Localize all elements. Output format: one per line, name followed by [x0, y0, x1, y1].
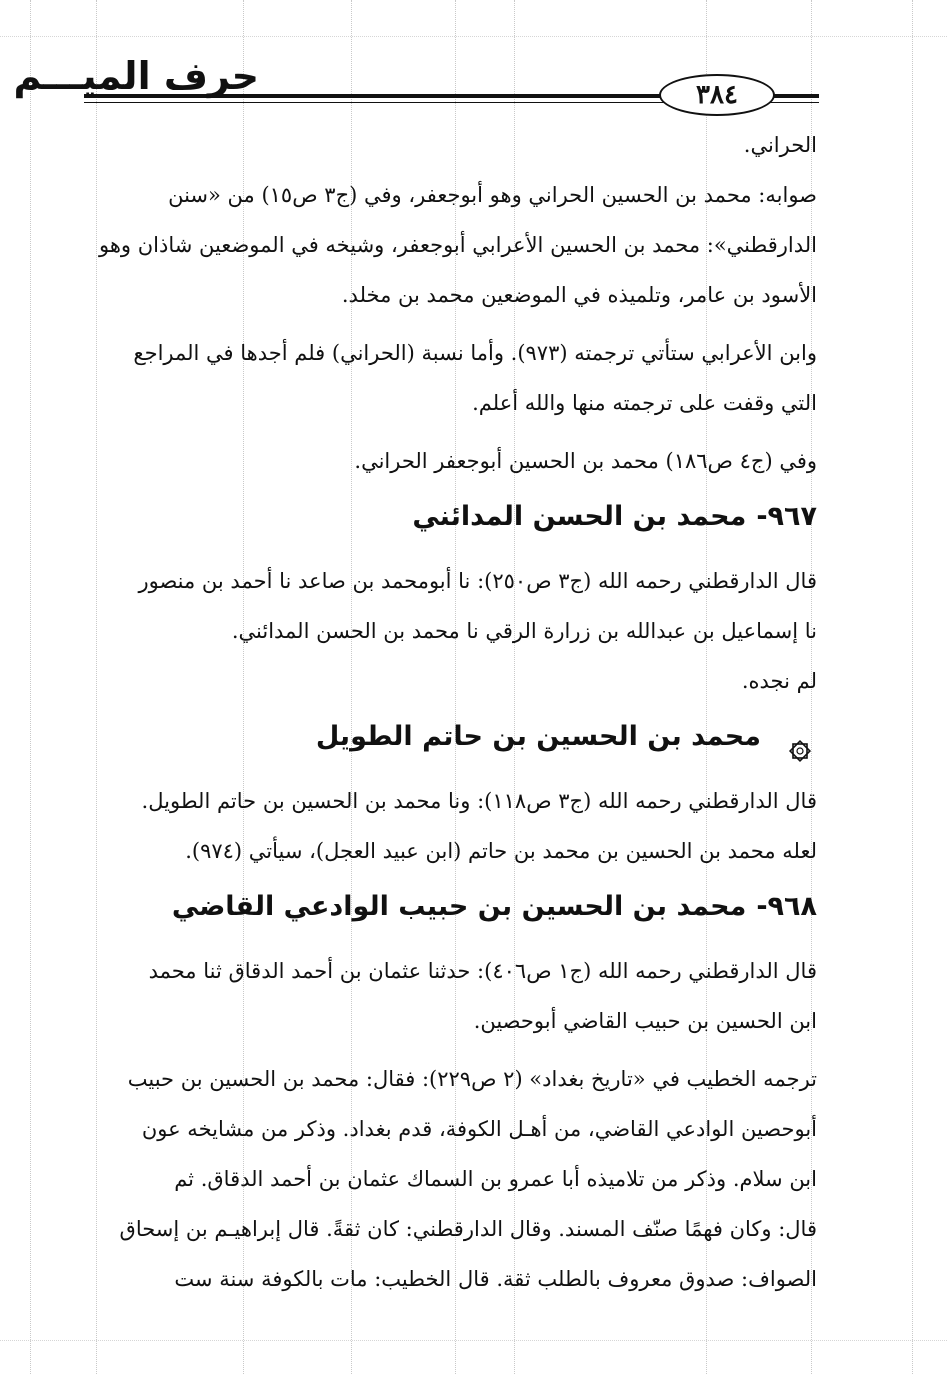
- text-line: صوابه: محمد بن الحسين الحراني وهو أبوجعفر، وفي (ج٣ ص١٥) من «سنن: [168, 183, 817, 207]
- text-line: الدارقطني»: محمد بن الحسين الأعرابي أبوجعفر، وشيخه في الموضعين شاذان وهو: [99, 233, 817, 257]
- header-rule-thin: [84, 102, 700, 103]
- text-line: الصواف: صدوق معروف بالطلب ثقة. قال الخطيب: مات بالكوفة سنة ست: [174, 1267, 817, 1291]
- text-line: الحراني.: [743, 133, 817, 157]
- page-body: [84, 120, 817, 1304]
- header-rule-right: [769, 94, 819, 98]
- text-line: لعله محمد بن الحسين بن محمد بن حاتم (ابن عبيد العجل)، سيأتي (٩٧٤).: [185, 839, 817, 863]
- text-line: قال الدارقطني رحمه الله (ج٣ ص٢٥٠): نا أبومحمد بن صاعد نا أحمد بن منصور: [138, 569, 817, 593]
- text-line: أبوحصين الوادعي القاضي، من أهـل الكوفة، قدم بغداد. وذكر من مشايخه عون: [141, 1117, 817, 1141]
- entry-name: محمد بن الحسين بن حبيب الوادعي القاضي: [171, 891, 747, 922]
- chapter-title: حرف الميـــم: [13, 54, 259, 98]
- entry-text: [84, 556, 817, 706]
- text-line: لم نجده.: [741, 669, 817, 693]
- entry-heading-967: [84, 486, 817, 548]
- entry-number: ٩٦٨-: [756, 891, 817, 922]
- entry-text: [84, 776, 817, 876]
- text-line: قال الدارقطني رحمه الله (ج٣ ص١١٨): ونا محمد بن الحسين بن حاتم الطويل.: [141, 789, 817, 813]
- text-line: نا إسماعيل بن عبدالله بن زرارة الرقي نا محمد بن الحسن المدائني.: [231, 619, 817, 643]
- entry-text: [84, 1054, 817, 1304]
- paragraph: [84, 328, 817, 428]
- text-line: التي وقفت على ترجمته منها والله أعلم.: [472, 391, 817, 415]
- entry-text: [84, 946, 817, 1046]
- entry-name: محمد بن الحسين بن حاتم الطويل: [315, 721, 761, 752]
- eight-point-star-icon: [787, 725, 813, 751]
- text-line: قال: وكان فهمًا صنّف المسند. وقال الدارقطني: كان ثقةً. قال إبراهيـم بن إسحاق: [119, 1217, 817, 1241]
- entry-name: محمد بن الحسن المدائني: [412, 501, 747, 532]
- paragraph: [84, 170, 817, 320]
- entry-heading-968: [84, 876, 817, 938]
- page-number: ٣٨٤: [659, 74, 775, 116]
- header-rule-right-thin: [769, 102, 819, 103]
- entry-heading-star: [84, 706, 817, 768]
- text-line: ابن سلام. وذكر من تلاميذه أبا عمرو بن السماك عثمان بن أحمد الدقاق. ثم: [174, 1167, 817, 1191]
- text-line: ترجمه الخطيب في «تاريخ بغداد» (٢ ص٢٢٩): فقال: محمد بن الحسين بن حبيب: [127, 1067, 817, 1091]
- paragraph: [84, 120, 817, 170]
- text-line: قال الدارقطني رحمه الله (ج١ ص٤٠٦): حدثنا عثمان بن أحمد الدقاق ثنا محمد: [148, 959, 817, 983]
- entry-number: ٩٦٧-: [756, 501, 817, 532]
- paragraph: [84, 436, 817, 486]
- text-line: ابن الحسين بن حبيب القاضي أبوحصين.: [473, 1009, 817, 1033]
- text-line: وابن الأعرابي ستأتي ترجمته (٩٧٣). وأما نسبة (الحراني) فلم أجدها في المراجع: [133, 341, 817, 365]
- text-line: الأسود بن عامر، وتلميذه في الموضعين محمد بن مخلد.: [341, 283, 817, 307]
- running-header: [13, 52, 819, 112]
- text-line: وفي (ج٤ ص١٨٦) محمد بن الحسين أبوجعفر الحراني.: [354, 449, 817, 473]
